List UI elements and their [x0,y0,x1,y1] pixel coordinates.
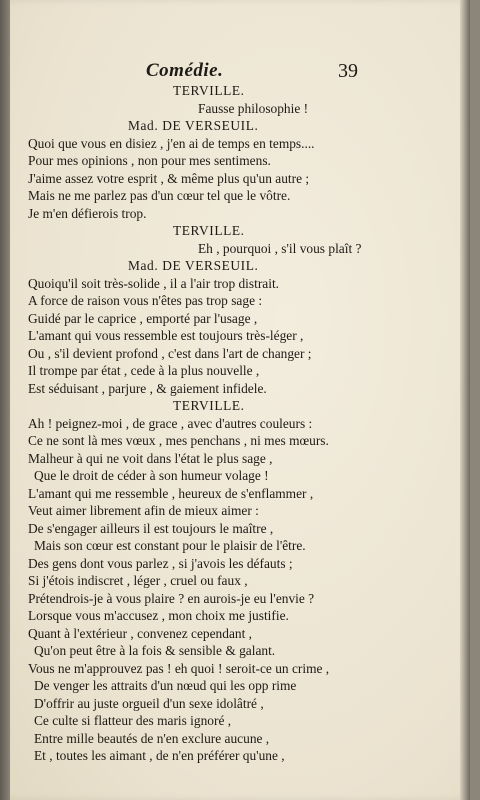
verse-line: Mais ne me parlez pas d'un cœur tel que le vôtre. [28,188,291,203]
verse-line: Mais son cœur est constant pour le plaisir de l'être. [34,538,306,553]
verse-line: Et , toutes les aimant , de n'en préférer qu'une , [34,748,285,763]
verse-line: Veut aimer librement afin de mieux aimer : [28,503,259,518]
page-edge [460,0,470,800]
speaker-name: TERVILLE. [173,83,245,98]
verse-line: Ce culte si flatteur des maris ignoré , [34,713,232,728]
verse-line: Fausse philosophie ! [198,100,309,116]
verse-line: Des gens dont vous parlez , si j'avois les défauts ; [28,555,293,571]
verse-line: Quoiqu'il soit très-solide , il a l'air trop distrait. [28,275,280,291]
verse-line: A force de raison vous n'êtes pas trop sage : [28,293,263,308]
speaker-name: TERVILLE. [173,223,245,238]
verse-line: Vous ne m'approuvez pas ! eh quoi ! seroit-ce un crime , [28,660,330,676]
book-binding [0,0,10,800]
verse-line: Si j'étois indiscret , léger , cruel ou faux , [28,573,248,588]
verse-line: Ou , s'il devient profond , c'est dans l'art de changer ; [28,345,312,361]
verse-line: Eh , pourquoi , s'il vous plaît ? [198,240,362,256]
verse-line: L'amant qui me ressemble , heureux de s'enflammer , [28,485,314,501]
verse-line: Ce ne sont là mes vœux , mes penchans , ni mes mœurs. [28,433,329,448]
verse-line: Guidé par le caprice , emporté par l'usage , [28,310,258,326]
verse-line: Quoi que vous en disiez , j'en ai de temps en temps.... [28,135,315,151]
book-page [10,0,470,800]
speaker-name: TERVILLE. [173,398,245,413]
verse-line: Est séduisant , parjure , & gaiement infidele. [28,380,267,396]
verse-line: De venger les attraits d'un nœud qui les opp rime [34,678,297,693]
verse-line: Entre mille beautés de n'en exclure aucune , [34,730,270,746]
verse-line: Lorsque vous m'accusez , mon choix me justifie. [28,608,289,623]
verse-line: Prétendrois-je à vous plaire ? en aurois-je eu l'envie ? [28,590,315,606]
verse-line: Quant à l'extérieur , convenez cependant , [28,625,252,641]
verse-line: Je m'en défierois trop. [28,205,147,221]
verse-line: Ah ! peignez-moi , de grace , avec d'autres couleurs : [28,415,313,431]
verse-line: Pour mes opinions , non pour mes sentimens. [28,153,271,168]
speaker-name: Mad. DE VERSEUIL. [128,258,259,273]
head-spacer [28,60,368,82]
verse-line: Qu'on peut être à la fois & sensible & galant. [34,643,276,658]
verse-line: L'amant qui vous ressemble est toujours très-léger , [28,328,304,343]
verse-line: Il trompe par état , cede à la plus nouvelle , [28,363,260,378]
page-number: 39 [338,60,358,82]
verse-line: J'aime assez votre esprit , & même plus qu'un autre ; [28,170,310,186]
verse-line: Malheur à qui ne voit dans l'état le plus sage , [28,450,273,466]
verse-line: D'offrir au juste orgueil d'un sexe idolâtré , [34,695,264,711]
speaker-name: Mad. DE VERSEUIL. [128,118,259,133]
verse-line: De s'engager ailleurs il est toujours le maître , [28,520,274,536]
play-text [28,60,368,765]
verse-line: Que le droit de céder à son humeur volage ! [34,468,269,483]
running-head: Comédie. [146,60,224,81]
